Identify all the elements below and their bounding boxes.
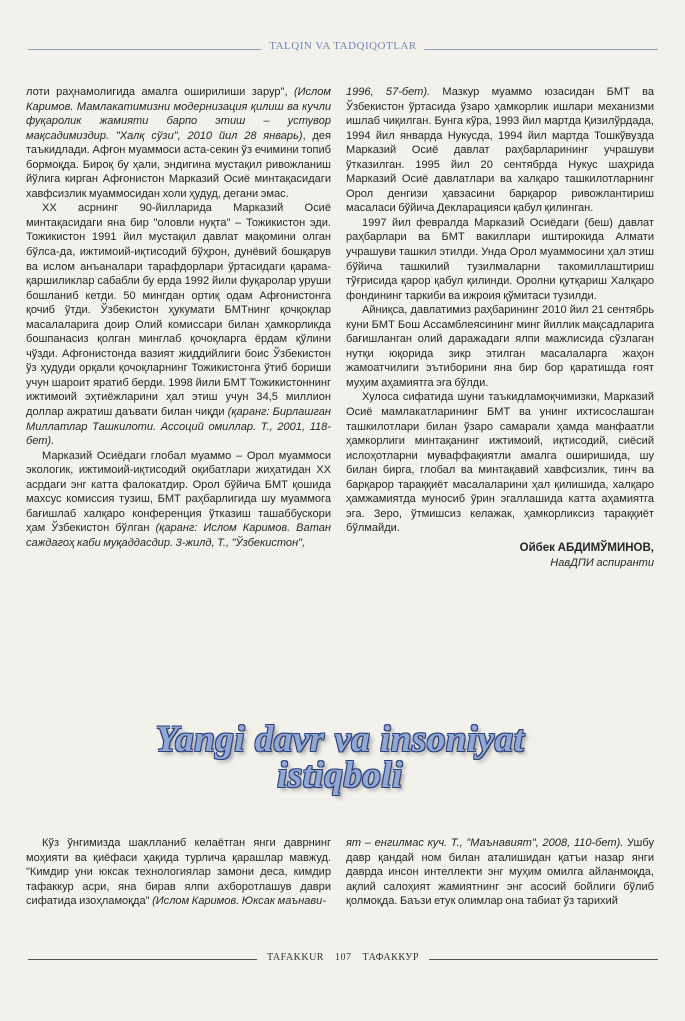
- paragraph: Марказий Осиёдаги глобал муаммо – Орол муаммоси экологик, ижтимоий-иқтисодий оқибатлари жиҳатидан XX асрдаги энг катта фалокатдир. Орол бўйича БМТ қошида махсус комиссия тузиш, БМТ раҳбарлигида шу муаммога бағишлаб халқаро конференция ўтказиш ташаббускори ҳам Ўзбекистон бўлган (қаранг: Ислом Каримов. Ватан саждагоҳ каби муқаддасдир. 3-жилд, Т., "Ўзбекистон",: [26, 449, 331, 549]
- citation: (қаранг: Бирлашган Миллатлар Ташкилоти. Ассоций омиллар. Т., 2001, 118-бет).: [26, 406, 331, 448]
- citation: (Ислом Каримов. Юксак маънави-: [152, 895, 327, 908]
- author-name: Ойбек АБДИМЎМИНОВ,: [519, 541, 654, 554]
- author-block: [346, 541, 654, 570]
- headline-line-1: Yangi davr va insoniyat: [155, 719, 525, 760]
- paragraph: Кўз ўнгимизда шаклланиб келаётган янги даврнинг моҳияти ва қиёфаси ҳақида турлича қарашлар мавжуд. "Кимдир уни юксак технологиялар замони деса, кимдир тафаккур асри, яна бирав ялпи ахборотлашув даври сифатида изоҳламоқда" (Ислом Каримов. Юксак маънави-: [26, 837, 331, 908]
- paragraph: 1996, 57-бет). Мазкур муаммо юзасидан БМТ ва Ўзбекистон ўртасида ўзаро ҳамкорлик ишлари механизми ишлаб чиқилган. Бунга кўра, 1993 йил мартда Қизилўрдада, 1994 йил январда Нукусда, 1994 йил мартда Тошкўвузда Марказий Осиё давлат раҳбарларининг учрашуви ўтказилган. 1995 йил 20 сентябрда Нукус шаҳрида Марказий Осиё давлатлари ва халқаро ташкилотларнинг Орол денгизи ҳавзасини барқарор ривожлантириш масаласи бўйича Декларацияси қабул қилинган.: [346, 86, 654, 215]
- paragraph: Айниқса, давлатимиз раҳбарининг 2010 йил 21 сентябрь куни БМТ Бош Ассамблеясининг минг йиллик мақсадларига бағишланган олий даражадаги ялпи мажлисида сўзлаган нутқи юқорида зикр этилган масалаларга жаҳон жамоатчилиги эътиборини яна бир бор қаратишда ғоят муҳим аҳамиятга эга бўлди.: [346, 304, 654, 389]
- page-number: 107: [334, 952, 352, 963]
- paragraph: ят – енгилмас куч. Т., "Маънавият", 2008, 110-бет). Ушбу давр қандай ном билан аталишидан қатъи назар янги даврда инсон интеллекти энг муҳим омилга айланмоқда, ақлий салоҳият жамиятнинг энг асосий бойлиги бўлиб қолмоқда. Баъзи етук олимлар она табиат ўз тарихий: [346, 837, 654, 908]
- paragraph: XX асрнинг 90-йилларида Марказий Осиё минтақасидаги яна бир "оловли нуқта" – Тожикистон эди. Тожикистон 1991 йил мустақил давлат мақомини олган бўлса-да, ижтимоий-иқтисодий бўҳрон, дунёвий бошқарув ва ислом анъаналари тарафдорлари ўртасидаги қарама-қаршиликлар сабабли бу ерда 1992 йили фуқаролар уруши бошланиб кетди. 50 мингдан ортиқ одам Афғонистонга қочиб ўтди. Ўзбекистон ҳукумати БМТнинг қочқоқлар масалаларига доир Олий комиссари билан ҳамкорликда бошпанасиз қолган минглаб қочоқларга ёрдам қўлини чўзди. Афғонистонда вазият жиддийлиги боис Ўзбекистон ўз ҳудуди орқали қочоқларнинг Тожикистонга ўтиб бориши учун шароит яратиб берди. 1998 йили БМТ Тожикистоннинг ижтимоий эҳтиёжларини ҳал этиш учун 34,5 миллион доллар ажратиш даъвати билан чиқди (қаранг: Бирлашган Миллатлар Ташкилоти. Ассоций омиллар. Т., 2001, 118-бет).: [26, 202, 331, 448]
- headline-line-2: istiqboli: [277, 755, 403, 796]
- article-headline: [60, 719, 620, 796]
- paragraph: лоти раҳнамолигида амалга оширилиши зарур", (Ислом Каримов. Мамлакатимизни модернизация қилиш ва кучли фуқаролик жамияти барпо этиш – устувор мақсадимиздир. "Халқ сўзи", 2010 йил 28 январь), дея таъкидлади. Афғон муаммоси аста-секин ўз ечимини топиб бормоқда. Бироқ бу ҳали, эндигина мустақил ривожланиш йўлига кирган Афғонистон Марказий Осиё минтақасидаги хавфсизлик муаммосидан холи ҳудуд, дегани эмас.: [26, 86, 332, 200]
- footer-magazine-latin: TAFAKKUR: [267, 952, 324, 963]
- citation: 1996, 57-бет).: [346, 86, 431, 98]
- citation: ят – енгилмас куч. Т., "Маънавият", 2008, 110-бет).: [346, 837, 624, 849]
- article-column-left: [26, 85, 331, 551]
- article-column-right: [346, 85, 654, 570]
- article2-column-left: [26, 836, 331, 909]
- citation: (қаранг: Ислом Каримов. Ватан саждагоҳ каби муқаддасдир. 3-жилд, Т., "Ўзбекистон",: [26, 522, 331, 549]
- author-affiliation: НавДПИ аспиранти: [550, 556, 654, 569]
- section-title: TALQIN VA TADQIQOTLAR: [261, 40, 424, 52]
- paragraph: Хулоса сифатида шуни таъкидламоқчимизки, Марказий Осиё мамлакатларининг БМТ ва унинг ихтисослашган ташкилотлари билан ўзаро самарали ҳамда манфаатли ҳамкорлиги минтақанинг ижтимоий, иқтисодий, сиёсий ислоҳотларни муваффақиятли амалга оширишида, шу билан бирга, глобал ва минтақавий хавфсизлик, тинч ва барқарор тараққиёт масалаларини ҳал қилишида, халқаро ҳамжамиятда муносиб ўрин эгаллашида катта аҳамиятга эга. Зеро, ўтмишсиз келажак, ҳамкорликсиз тараққиёт бўлмайди.: [346, 391, 654, 535]
- article2-column-right: [346, 836, 654, 909]
- footer-magazine-cyrillic: ТАФАККУР: [362, 952, 419, 963]
- footer-text: [257, 952, 429, 963]
- page-footer: [28, 952, 658, 966]
- running-header: [28, 40, 658, 56]
- citation: (Ислом Каримов. Мамлакатимизни модернизация қилиш ва кучли фуқаролик жамияти барпо этиш – устувор мақсадимиздир. "Халқ сўзи", 2010 йил 28 январь): [26, 86, 331, 142]
- paragraph: 1997 йил февралда Марказий Осиёдаги (беш) давлат раҳбарлари ва БМТ вакиллари иштирокида Алмати учрашуви ташкил этилди. Унда Орол муаммосини ҳал этиш бўйича ташкилий тузилмаларни такомиллаштириш тўғрисида қарор қабул қилинди. Оролни қутқариш Халқаро фондининг таркиби ва ижроия қўмитаси тузилди.: [346, 216, 654, 302]
